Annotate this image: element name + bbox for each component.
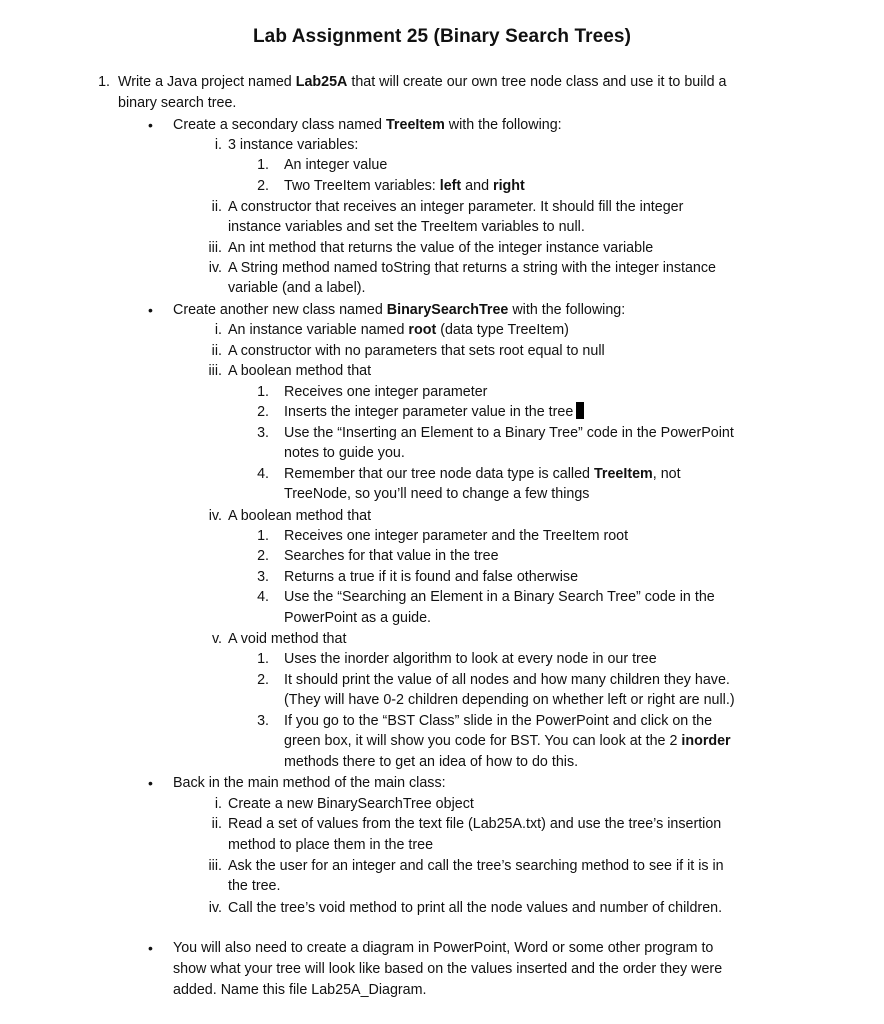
list-marker: 4. bbox=[257, 466, 269, 482]
list-marker: v. bbox=[211, 631, 222, 647]
text-run: show what your tree will look like based on the values inserted and the order they were bbox=[173, 961, 723, 977]
text-line-b2-iii-2 bbox=[284, 402, 584, 422]
text-run: Uses the inorder algorithm to look at every node in our tree bbox=[284, 651, 657, 667]
text-run: Use the “Inserting an Element to a Binary Tree” code in the PowerPoint bbox=[284, 425, 734, 441]
text-run: notes to guide you. bbox=[284, 445, 405, 461]
text-run: , not bbox=[652, 466, 681, 482]
list-marker: 3. bbox=[257, 569, 269, 585]
text-run: methods there to get an idea of how to do this. bbox=[284, 754, 579, 770]
list-marker: 4. bbox=[257, 589, 269, 605]
text-line-b1-i-2 bbox=[284, 176, 525, 196]
text-run: A constructor with no parameters that sets root equal to null bbox=[228, 343, 605, 359]
text-line-b2-v-3c bbox=[284, 752, 578, 772]
list-marker: 1. bbox=[257, 651, 269, 667]
text-run: TreeNode, so you’ll need to change a few things bbox=[284, 486, 590, 502]
list-marker: iii. bbox=[208, 240, 222, 256]
text-cursor-block bbox=[576, 402, 584, 419]
text-run: PowerPoint as a guide. bbox=[284, 610, 432, 626]
text-run: (They will have 0-2 children depending on whether left or right are null.) bbox=[284, 692, 735, 708]
text-run: A boolean method that bbox=[228, 363, 372, 379]
text-line-b2-ii-l1 bbox=[228, 341, 605, 361]
list-marker: 1. bbox=[257, 528, 269, 544]
text-run: It should print the value of all nodes and how many children they have. bbox=[284, 672, 730, 688]
bold-term: Lab25A bbox=[295, 74, 348, 90]
text-run: Create a secondary class named bbox=[173, 117, 386, 133]
bold-term: inorder bbox=[681, 733, 731, 749]
list-marker: iii. bbox=[208, 858, 222, 874]
list-marker: 1. bbox=[98, 74, 110, 90]
text-run: green box, it will show you code for BST. You can look at the 2 bbox=[284, 733, 682, 749]
text-line-b1-i-l1 bbox=[228, 135, 358, 155]
text-run: An int method that returns the value of the integer instance variable bbox=[228, 240, 654, 256]
text-line-b1-l1 bbox=[173, 115, 562, 135]
text-run: If you go to the “BST Class” slide in the PowerPoint and click on the bbox=[284, 713, 713, 729]
text-run: You will also need to create a diagram in PowerPoint, Word or some other program to bbox=[173, 940, 714, 956]
list-marker: iv. bbox=[208, 900, 222, 916]
list-marker: iii. bbox=[208, 363, 222, 379]
list-marker: 2. bbox=[257, 404, 269, 420]
text-line-b1-ii-l2 bbox=[228, 217, 585, 237]
text-line-b2-v-l1 bbox=[228, 629, 346, 649]
list-marker: ii. bbox=[211, 199, 222, 215]
text-line-b2-v-2b bbox=[284, 690, 735, 710]
text-line-b1-iii-l1 bbox=[228, 238, 653, 258]
text-run: that will create our own tree node class and use it to build a bbox=[347, 74, 727, 90]
text-run: variable (and a label). bbox=[228, 280, 366, 296]
list-marker: ii. bbox=[211, 816, 222, 832]
text-run: Remember that our tree node data type is called bbox=[284, 466, 594, 482]
list-marker: ii. bbox=[211, 343, 222, 359]
text-run: and bbox=[461, 178, 494, 194]
text-line-b2-i-l1 bbox=[228, 320, 569, 340]
list-marker: 1. bbox=[257, 157, 269, 173]
text-line-b3-ii-l2 bbox=[228, 835, 433, 855]
text-run: Searches for that value in the tree bbox=[284, 548, 499, 564]
text-run: the tree. bbox=[228, 878, 281, 894]
text-line-b1-iv-l2 bbox=[228, 278, 366, 298]
text-run: method to place them in the tree bbox=[228, 837, 434, 853]
text-run: Receives one integer parameter bbox=[284, 384, 488, 400]
text-line-b2-iv-4a bbox=[284, 587, 715, 607]
text-run: A String method named toString that returns a string with the integer instance bbox=[228, 260, 716, 276]
text-line-b4-l2 bbox=[173, 959, 722, 979]
text-line-b3-i-l1 bbox=[228, 794, 474, 814]
text-run: Ask the user for an integer and call the tree’s searching method to see if it is in bbox=[228, 858, 724, 874]
text-line-b2-iv-1 bbox=[284, 526, 628, 546]
text-line-b2-l1 bbox=[173, 300, 625, 320]
bold-term: root bbox=[408, 322, 437, 338]
text-line-q1-l2 bbox=[118, 93, 236, 113]
text-run: 3 instance variables: bbox=[228, 137, 359, 153]
text-line-b2-v-2a bbox=[284, 670, 730, 690]
text-line-b3-l1 bbox=[173, 773, 446, 793]
text-line-b2-iii-4b bbox=[284, 484, 589, 504]
text-run: Returns a true if it is found and false otherwise bbox=[284, 569, 579, 585]
document-title: Lab Assignment 25 (Binary Search Trees) bbox=[252, 26, 632, 47]
text-run: Write a Java project named bbox=[118, 74, 296, 90]
bold-term: right bbox=[493, 178, 525, 194]
text-line-b1-ii-l1 bbox=[228, 197, 683, 217]
text-run: A void method that bbox=[228, 631, 347, 647]
text-run: Call the tree’s void method to print all the node values and number of children. bbox=[228, 900, 723, 916]
text-run: added. Name this file Lab25A_Diagram. bbox=[173, 982, 427, 998]
text-run: Receives one integer parameter and the TreeItem root bbox=[284, 528, 629, 544]
text-line-b2-iii-4a bbox=[284, 464, 681, 484]
text-line-b2-v-1 bbox=[284, 649, 657, 669]
bold-term: BinarySearchTree bbox=[386, 302, 509, 318]
bullet-marker: • bbox=[148, 940, 153, 956]
text-line-b1-i-1 bbox=[284, 155, 387, 175]
bold-term: left bbox=[439, 178, 462, 194]
list-marker: i. bbox=[214, 322, 222, 338]
list-marker: iv. bbox=[208, 260, 222, 276]
text-run: Two TreeItem variables: bbox=[284, 178, 440, 194]
text-line-b2-iii-l1 bbox=[228, 361, 371, 381]
text-run: Read a set of values from the text file (Lab25A.txt) and use the tree’s insertion bbox=[228, 816, 722, 832]
list-marker: i. bbox=[214, 137, 222, 153]
text-run: An instance variable named bbox=[228, 322, 409, 338]
text-line-b2-iii-1 bbox=[284, 382, 487, 402]
text-line-b3-iv-l1 bbox=[228, 898, 722, 918]
list-marker: 2. bbox=[257, 548, 269, 564]
list-marker: 2. bbox=[257, 672, 269, 688]
text-line-b2-iii-3b bbox=[284, 443, 405, 463]
text-line-b1-iv-l1 bbox=[228, 258, 716, 278]
bullet-marker: • bbox=[148, 775, 153, 791]
text-run: A constructor that receives an integer parameter. It should fill the integer bbox=[228, 199, 684, 215]
text-line-b2-iv-l1 bbox=[228, 506, 371, 526]
text-run: Create another new class named bbox=[173, 302, 387, 318]
text-run: with the following: bbox=[508, 302, 626, 318]
text-run: A boolean method that bbox=[228, 508, 372, 524]
text-run: instance variables and set the TreeItem variables to null. bbox=[228, 219, 585, 235]
text-line-b2-v-3b bbox=[284, 731, 731, 751]
text-line-q1-l1 bbox=[118, 72, 726, 92]
text-line-b3-ii-l1 bbox=[228, 814, 721, 834]
text-run: An integer value bbox=[284, 157, 388, 173]
text-run: (data type TreeItem) bbox=[436, 322, 569, 338]
text-line-b3-iii-l1 bbox=[228, 856, 724, 876]
list-marker: 2. bbox=[257, 178, 269, 194]
text-run: Back in the main method of the main class: bbox=[173, 775, 446, 791]
bold-term: TreeItem bbox=[385, 117, 445, 133]
list-marker: 3. bbox=[257, 713, 269, 729]
bullet-marker: • bbox=[148, 117, 153, 133]
list-marker: 3. bbox=[257, 425, 269, 441]
text-line-b4-l1 bbox=[173, 938, 713, 958]
text-line-b2-iv-3 bbox=[284, 567, 578, 587]
text-line-b2-v-3a bbox=[284, 711, 712, 731]
list-marker: i. bbox=[214, 796, 222, 812]
bullet-marker: • bbox=[148, 302, 153, 318]
text-run: Create a new BinarySearchTree object bbox=[228, 796, 474, 812]
text-run: Use the “Searching an Element in a Binary Search Tree” code in the bbox=[284, 589, 715, 605]
text-line-b2-iii-3a bbox=[284, 423, 734, 443]
list-marker: iv. bbox=[208, 508, 222, 524]
text-line-b4-l3 bbox=[173, 980, 427, 1000]
text-line-b3-iii-l2 bbox=[228, 876, 280, 896]
text-run: with the following: bbox=[444, 117, 562, 133]
text-line-b2-iv-4b bbox=[284, 608, 431, 628]
text-run: binary search tree. bbox=[118, 95, 237, 111]
text-run: Inserts the integer parameter value in the tree bbox=[284, 404, 574, 420]
text-line-b2-iv-2 bbox=[284, 546, 499, 566]
list-marker: 1. bbox=[257, 384, 269, 400]
bold-term: TreeItem bbox=[593, 466, 653, 482]
